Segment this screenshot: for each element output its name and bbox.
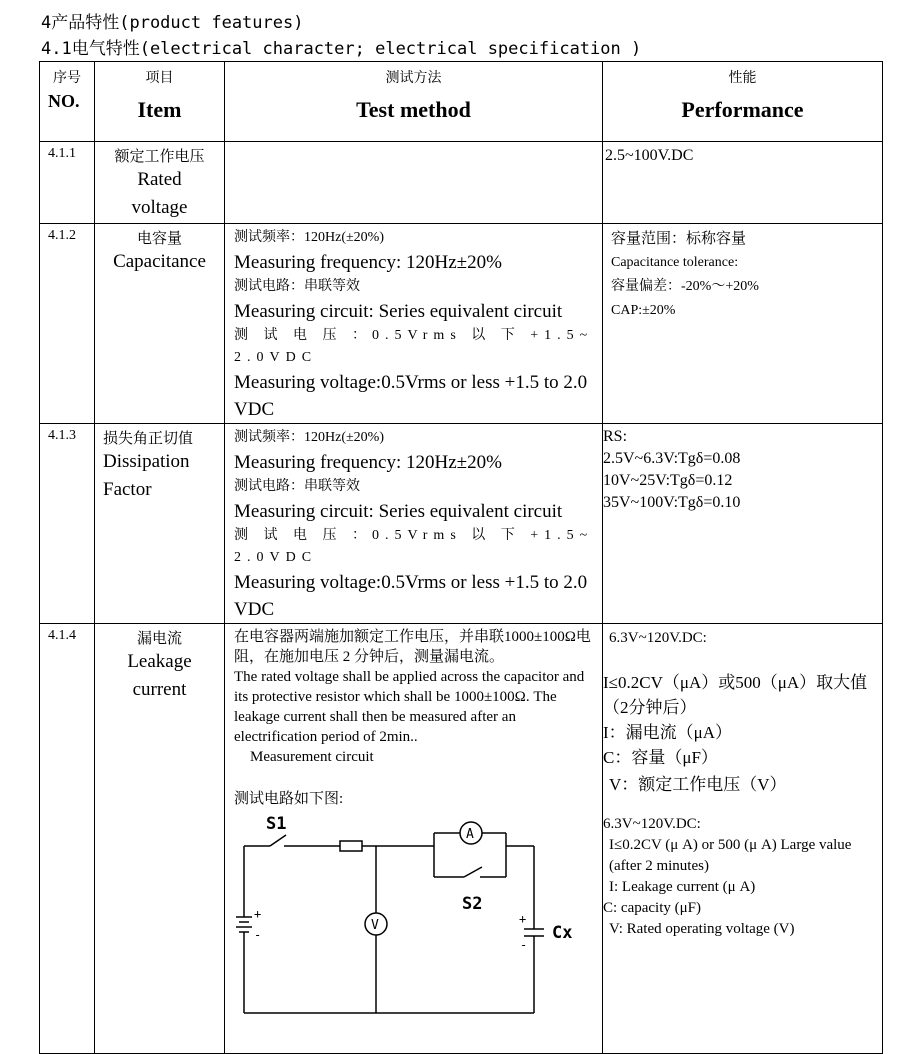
row-number: 4.1.4 (40, 624, 95, 1054)
item-en: Dissipation Factor (103, 451, 190, 500)
method-line: Measuring circuit: Series equivalent circuit (234, 301, 563, 322)
header-method-en: Test method (356, 97, 471, 122)
method-line: 测试电路：串联等效 (234, 479, 360, 494)
performance-line: 35V~100V:Tgδ=0.10 (603, 494, 741, 511)
performance-cell (603, 142, 883, 224)
method-line: 测 试 电 压 ：0.5Vrms 以 下 +1.5~ 2.0VDC (234, 528, 594, 565)
header-no-zh: 序号 (53, 71, 81, 86)
method-zh-paragraph: 在电容器两端施加额定工作电压，并串联1000±100Ω电阻，在施加电压 2 分钟后，测量漏电流。 (234, 629, 591, 665)
battery-plus-label: + (254, 907, 262, 921)
method-cell (225, 424, 603, 624)
item-zh: 电容量 (136, 231, 182, 247)
resistor-icon (340, 841, 362, 851)
item-en: Rated voltage (131, 169, 188, 218)
item-en: Capacitance (113, 251, 206, 272)
performance-line: 2.5V~6.3V:Tgδ=0.08 (603, 450, 741, 467)
spec-table (39, 61, 883, 1054)
item-zh: 漏电流 (136, 631, 182, 647)
performance-line: 2.5~100V.DC (605, 147, 694, 164)
item-cell (95, 142, 225, 224)
item-zh: 损失角正切值 (103, 431, 194, 447)
switch-s1-icon (270, 835, 286, 846)
method-line: Measuring frequency: 120Hz±20% (234, 452, 502, 473)
voltmeter-label: V (371, 918, 379, 933)
item-cell (95, 224, 225, 424)
performance-cell (603, 424, 883, 624)
item-cell (95, 424, 225, 624)
method-cell (225, 142, 603, 224)
performance-cell (603, 224, 883, 424)
s2-label: S2 (462, 894, 483, 914)
performance-cell (603, 624, 883, 1054)
s1-label: S1 (266, 814, 287, 834)
method-line: Measuring circuit: Series equivalent circuit (234, 501, 563, 522)
performance-line: 6.3V~120V.DC: (603, 816, 701, 832)
ammeter-label: A (466, 827, 474, 842)
header-item-zh: 项目 (145, 71, 174, 86)
battery-minus-label: - (254, 928, 262, 942)
performance-line: V：额定工作电压（V） (609, 775, 787, 794)
method-line: 测试频率：120Hz(±20%) (234, 230, 384, 245)
header-performance-zh: 性能 (728, 71, 757, 86)
leakage-test-circuit-diagram (234, 813, 584, 1018)
row-number: 4.1.3 (40, 424, 95, 624)
performance-line: V: Rated operating voltage (V) (609, 921, 795, 937)
performance-line: C: capacity (μF) (603, 900, 702, 916)
method-en-paragraph: The rated voltage shall be applied across the capacitor and its protective resistor which shall be 1000±100Ω. The leakage current shall then be measured after an electrification period of 2min.. (234, 669, 585, 745)
item-cell (95, 624, 225, 1054)
item-zh: 额定工作电压 (114, 149, 205, 165)
performance-line: RS: (603, 428, 628, 445)
capacitor-plus-label: + (519, 912, 527, 926)
header-item-en: Item (137, 97, 182, 122)
circuit-caption: 测试电路如下图: (234, 791, 344, 807)
method-cell (225, 224, 603, 424)
table-row (40, 142, 883, 224)
performance-line: Capacitance tolerance: (611, 255, 739, 270)
performance-line: 容量偏差：-20%～+20% (611, 279, 759, 294)
performance-line: 10V~25V:Tgδ=0.12 (603, 472, 733, 489)
performance-line: I: Leakage current (μ A) (609, 879, 756, 895)
table-row (40, 224, 883, 424)
row-number: 4.1.2 (40, 224, 95, 424)
section-heading: 4产品特性(product features) (41, 13, 304, 33)
table-header-row (40, 62, 883, 142)
header-method-cell (225, 62, 603, 142)
header-no-en: NO. (48, 91, 80, 111)
header-item-cell (95, 62, 225, 142)
row-number: 4.1.1 (40, 142, 95, 224)
header-performance-cell (603, 62, 883, 142)
subsection-heading: 4.1电气特性(electrical character; electrical specification ) (41, 39, 642, 59)
capacitor-minus-label: - (520, 938, 528, 952)
switch-s2-icon (464, 867, 482, 877)
header-performance-en: Performance (681, 97, 804, 122)
item-en: Leakage current (127, 651, 192, 700)
header-no-cell (40, 62, 95, 142)
table-row (40, 424, 883, 624)
method-line: 测 试 电 压 ：0.5Vrms 以 下 +1.5~ 2.0VDC (234, 328, 594, 365)
method-line: Measuring voltage:0.5Vrms or less +1.5 to 2.0 VDC (234, 572, 588, 620)
performance-line: C：容量（μF） (603, 748, 718, 767)
performance-line: I≤0.2CV (μ A) or 500 (μ A) Large value (after 2 minutes) (609, 837, 852, 874)
method-line: Measuring frequency: 120Hz±20% (234, 252, 502, 273)
performance-line: 容量范围：标称容量 (611, 231, 747, 247)
performance-line: I：漏电流（μA） (603, 723, 733, 742)
method-cell (225, 624, 603, 1054)
method-line: 测试电路：串联等效 (234, 279, 360, 294)
method-line: 测试频率：120Hz(±20%) (234, 430, 384, 445)
performance-line: CAP:±20% (611, 303, 676, 318)
cx-label: Cx (552, 923, 573, 943)
table-row (40, 624, 883, 1054)
measurement-circuit-label: Measurement circuit (250, 749, 374, 765)
performance-line: I≤0.2CV（μA）或500（μA）取大值（2分钟后） (603, 673, 868, 717)
performance-line: 6.3V~120V.DC: (609, 630, 707, 646)
header-method-zh: 测试方法 (385, 71, 442, 86)
method-line: Measuring voltage:0.5Vrms or less +1.5 to 2.0 VDC (234, 372, 588, 420)
